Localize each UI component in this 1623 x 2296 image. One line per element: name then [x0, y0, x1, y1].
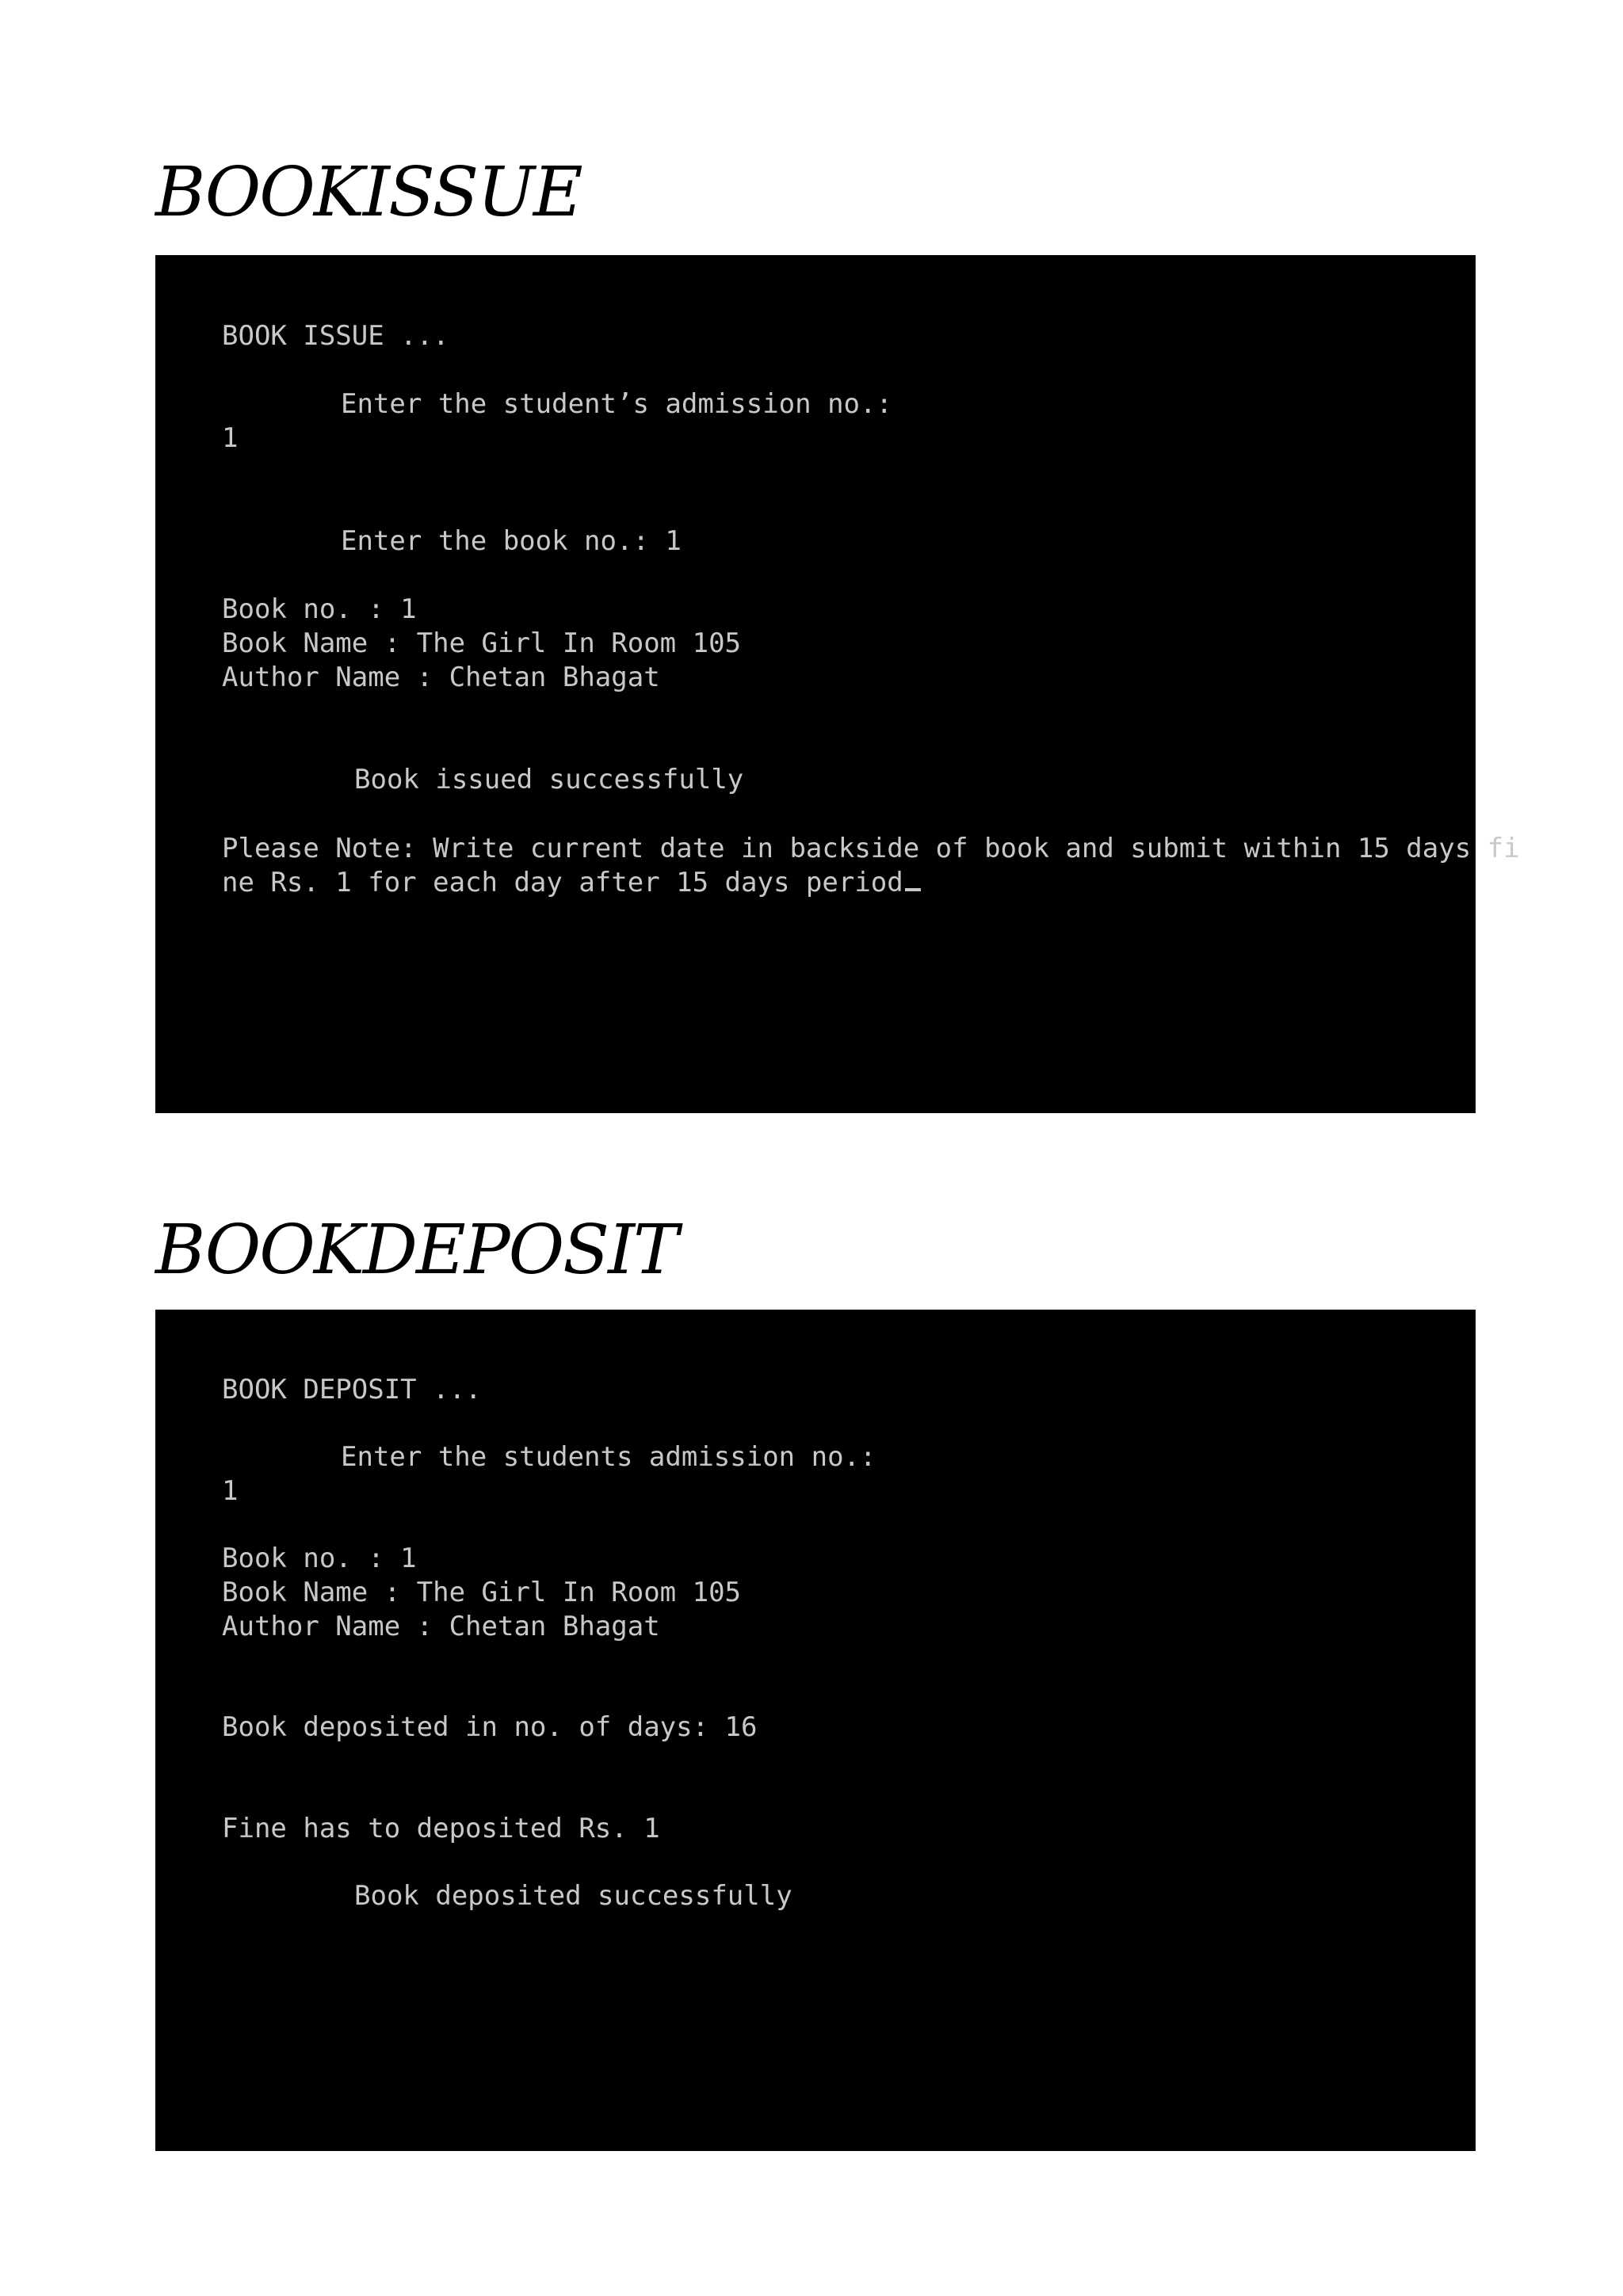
book-name-line: Book Name : The Girl In Room 105: [222, 1577, 742, 1608]
note-line-2-text: ne Rs. 1 for each day after 15 days period: [222, 867, 903, 898]
book-number-line: Book no. : 1: [222, 593, 417, 625]
console-title: BOOK ISSUE ...: [222, 320, 449, 352]
book-number-prompt: Enter the book no.: 1: [341, 525, 682, 557]
book-issue-heading: BOOKISSUE: [155, 153, 582, 232]
note-line-2: [222, 867, 921, 898]
admission-prompt: Enter the students admission no.:: [341, 1441, 876, 1473]
author-name-line: Author Name : Chetan Bhagat: [222, 662, 660, 693]
console-title: BOOK DEPOSIT ...: [222, 1374, 482, 1405]
book-number-line: Book no. : 1: [222, 1543, 417, 1574]
book-issue-console: [155, 255, 1520, 1113]
admission-input-value: 1: [222, 422, 239, 454]
text-cursor-icon: [905, 888, 921, 891]
book-name-line: Book Name : The Girl In Room 105: [222, 627, 742, 659]
author-name-line: Author Name : Chetan Bhagat: [222, 1611, 660, 1642]
book-deposit-heading: BOOKDEPOSIT: [155, 1211, 678, 1290]
note-line-1: Please Note: Write current date in backside of book and submit within 15 days fi: [222, 833, 1520, 864]
admission-prompt: Enter the student’s admission no.:: [341, 388, 892, 420]
admission-input-value: 1: [222, 1475, 239, 1507]
deposit-days-line: Book deposited in no. of days: 16: [222, 1711, 758, 1743]
fine-line: Fine has to deposited Rs. 1: [222, 1813, 660, 1844]
deposit-success-message: Book deposited successfully: [354, 1880, 792, 1912]
issue-success-message: Book issued successfully: [354, 764, 744, 795]
book-deposit-console: [155, 1310, 1476, 2151]
